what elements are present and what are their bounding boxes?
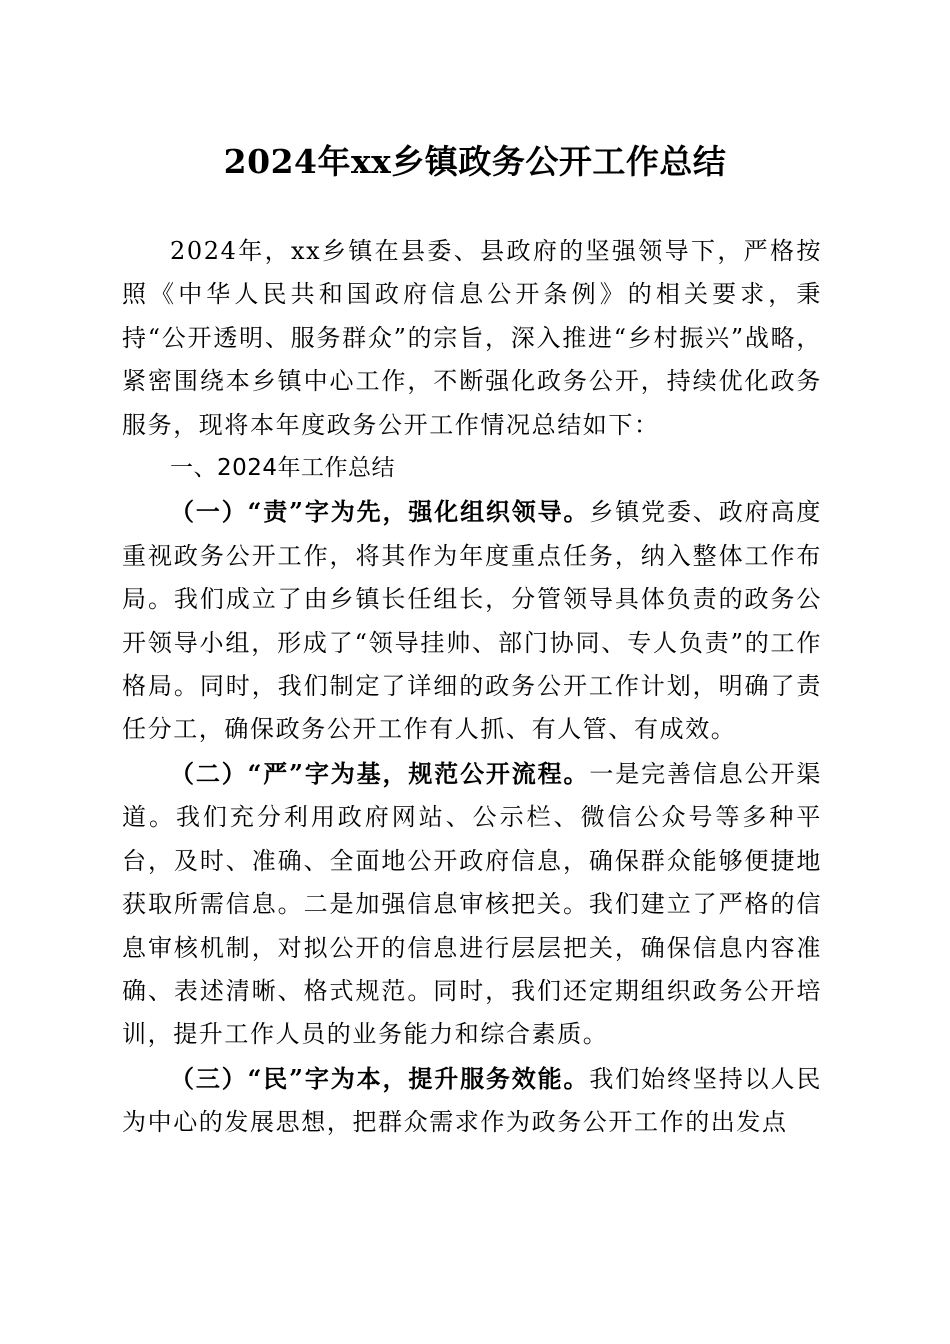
document-title: 2024年xx乡镇政务公开工作总结 xyxy=(223,142,727,181)
item-lead: （三）“民”字为本，提升服务效能。 xyxy=(170,1063,590,1093)
section-heading: 一、2024年工作总结 xyxy=(170,455,396,482)
item-paragraph-1 xyxy=(122,490,822,751)
document-body xyxy=(122,230,822,1145)
item-paragraph-2 xyxy=(122,752,822,1057)
item-lead: （二）“严”字为基，规范公开流程。 xyxy=(170,758,590,788)
item-text: 一是完善信息公开渠道。我们充分利用政府网站、公示栏、微信公众号等多种平台，及时、准确、全面地公开政府信息，确保群众能够便捷地获取所需信息。二是加强信息审核把关。我们建立了严格的信息审核机制，对拟公开的信息进行层层把关，确保信息内容准确、表述清晰、格式规范。同时，我们还定期组织政务公开培训，提升工作人员的业务能力和综合素质。 xyxy=(122,759,822,1049)
item-paragraph-3 xyxy=(122,1057,822,1145)
item-text: 我们始终坚持以人民为中心的发展思想，把群众需求作为政务公开工作的出发点 xyxy=(122,1064,822,1137)
item-text: 乡镇党委、政府高度重视政务公开工作，将其作为年度重点任务，纳入整体工作布局。我们成立了由乡镇长任组长，分管领导具体负责的政务公开领导小组，形成了“领导挂帅、部门协同、专人负责”的工作格局。同时，我们制定了详细的政务公开工作计划，明确了责任分工，确保政务公开工作有人抓、有人管、有成效。 xyxy=(122,498,822,744)
intro-paragraph: 2024年，xx乡镇在县委、县政府的坚强领导下，严格按照《中华人民共和国政府信息公开条例》的相关要求，秉持“公开透明、服务群众”的宗旨，深入推进“乡村振兴”战略，紧密围绕本乡镇中心工作，不断强化政务公开，持续优化政务服务，现将本年度政务公开工作情况总结如下： xyxy=(122,237,822,439)
item-lead: （一）“责”字为先，强化组织领导。 xyxy=(170,497,590,527)
